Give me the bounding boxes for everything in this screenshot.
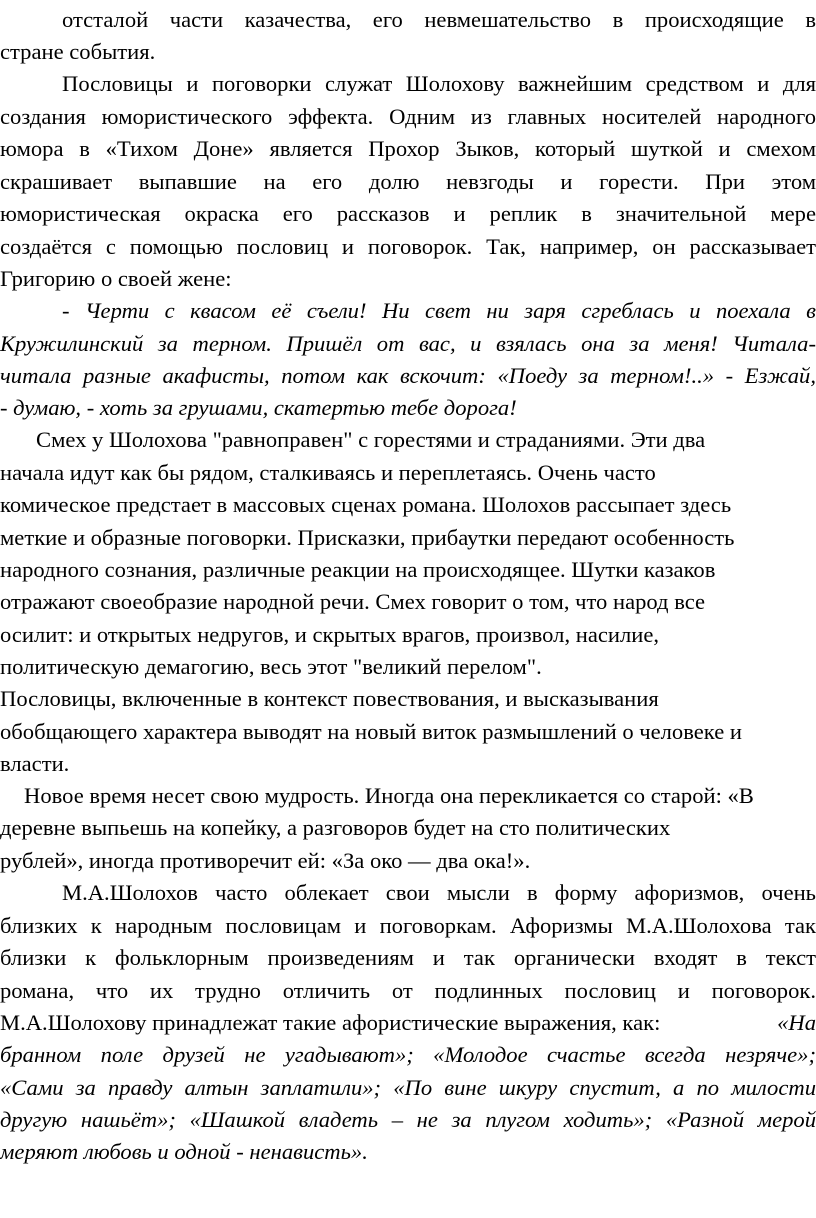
text-line: Смех у Шолохова "равноправен" с горестями и страданиями. Эти два xyxy=(36,427,706,452)
text-line xyxy=(0,1007,816,1039)
text-line: начала идут как бы рядом, сталкиваясь и переплетаясь. Очень часто xyxy=(0,460,656,485)
text-line: деревне выпьешь на копейку, а разговоров будет на сто политических xyxy=(0,815,671,840)
aphorism-line: бранном поле друзей не угадывают»; «Молодое счастье всегда незряче»; xyxy=(0,1042,816,1067)
text-line: народного сознания, различные реакции на происходящее. Шутки казаков xyxy=(0,557,716,582)
text-line: скрашивает выпавшие на его долю невзгоды и горести. При этом xyxy=(0,169,816,194)
quote-line: Кружилинский за терном. Пришёл от вас, и взялась она за меня! Читала- xyxy=(0,331,816,356)
quote-line: - думаю, - хоть за грушами, скатертью тебе дорога! xyxy=(0,395,517,420)
text-segment: М.А.Шолохову принадлежат такие афористические выражения, как: xyxy=(0,1010,661,1035)
text-line: обобщающего характера выводят на новый виток размышлений о человеке и xyxy=(0,719,742,744)
text-line: комическое предстает в массовых сценах романа. Шолохов рассыпает здесь xyxy=(0,492,732,517)
text-line: осилит: и открытых недругов, и скрытых врагов, произвол, насилие, xyxy=(0,622,660,647)
quote-line: - Черти с квасом её съели! Ни свет ни заря сгреблась и поехала в xyxy=(62,298,816,323)
text-line: рублей», иногда противоречит ей: «За око — два ока!». xyxy=(0,848,531,873)
text-line: близких к народным пословицам и поговоркам. Афоризмы М.А.Шолохова так xyxy=(0,913,816,938)
italic-segment: «На xyxy=(777,1010,816,1035)
text-line: юмора в «Тихом Доне» является Прохор Зыков, который шуткой и смехом xyxy=(0,136,816,161)
text-line: близки к фольклорным произведениям и так органически входят в текст xyxy=(0,945,816,970)
text-line: отражают своеобразие народной речи. Смех говорит о том, что народ все xyxy=(0,589,706,614)
quote-line: читала разные акафисты, потом как вскочит: «Поеду за терном!..» - Езжай, xyxy=(0,363,816,388)
text-line: меткие и образные поговорки. Присказки, прибаутки передают особенность xyxy=(0,525,735,550)
text-line: Пословицы, включенные в контекст повествования, и высказывания xyxy=(0,686,659,711)
aphorism-line: другую нашьёт»; «Шашкой владеть – не за плугом ходить»; «Разной мерой xyxy=(0,1107,816,1132)
aphorism-line: «Сами за правду алтын заплатили»; «По вине шкуру спустит, а по милости xyxy=(0,1075,816,1100)
text-line: Пословицы и поговорки служат Шолохову важнейшим средством и для xyxy=(62,71,816,96)
text-line: юмористическая окраска его рассказов и реплик в значительной мере xyxy=(0,201,816,226)
text-line: политическую демагогию, весь этот "великий перелом". xyxy=(0,654,542,679)
text-line: власти. xyxy=(0,751,70,776)
text-line: отсталой части казачества, его невмешательство в происходящие в xyxy=(62,7,816,32)
text-line: создания юмористического эффекта. Одним из главных носителей народного xyxy=(0,104,816,129)
text-line: стране события. xyxy=(0,39,156,64)
text-line: Новое время несет свою мудрость. Иногда она перекликается со старой: «В xyxy=(24,783,754,808)
text-line: Григорию о своей жене: xyxy=(0,266,232,291)
text-line: М.А.Шолохов часто облекает свои мысли в форму афоризмов, очень xyxy=(62,880,816,905)
text-line: романа, что их трудно отличить от подлинных пословиц и поговорок. xyxy=(0,978,816,1003)
aphorism-line: меряют любовь и одной - ненависть». xyxy=(0,1139,368,1164)
text-line: создаётся с помощью пословиц и поговорок. Так, например, он рассказывает xyxy=(0,234,816,259)
